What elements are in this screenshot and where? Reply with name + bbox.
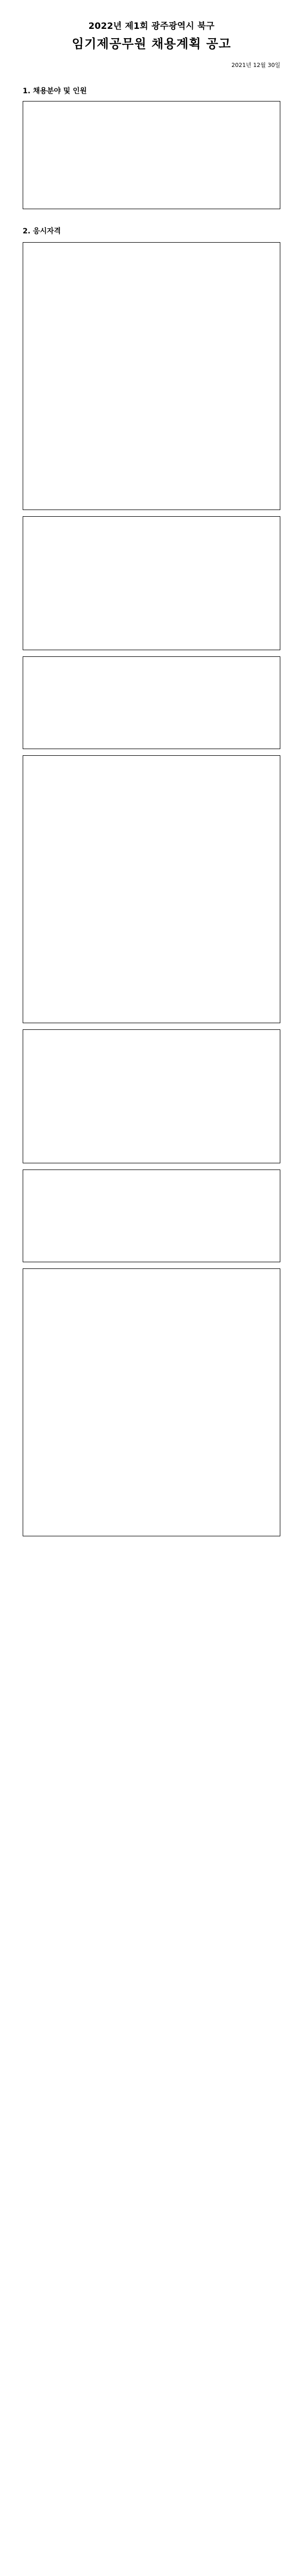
content-block-7 [23, 1268, 280, 1536]
content-block-3 [23, 656, 280, 749]
posting-date: 2021년 12월 30일 [231, 62, 280, 69]
lower-body-area [23, 1543, 280, 2418]
content-block-2 [23, 516, 280, 650]
footer-area [23, 2429, 280, 2576]
section-1-table [23, 101, 280, 209]
section-2-title: 2. 응시자격 [23, 227, 61, 235]
content-block-4 [23, 755, 280, 1023]
title-block [23, 19, 280, 52]
top-meta-line [5, 5, 298, 11]
section-1-title: 1. 채용분야 및 인원 [23, 87, 87, 95]
title-line-1: 2022년 제1회 광주광역시 북구 [88, 21, 215, 31]
content-block-5 [23, 1029, 280, 1163]
content-block-1 [23, 242, 280, 510]
title-line-2: 임기제공무원 채용계획 공고 [72, 37, 231, 51]
content-block-6 [23, 1170, 280, 1262]
